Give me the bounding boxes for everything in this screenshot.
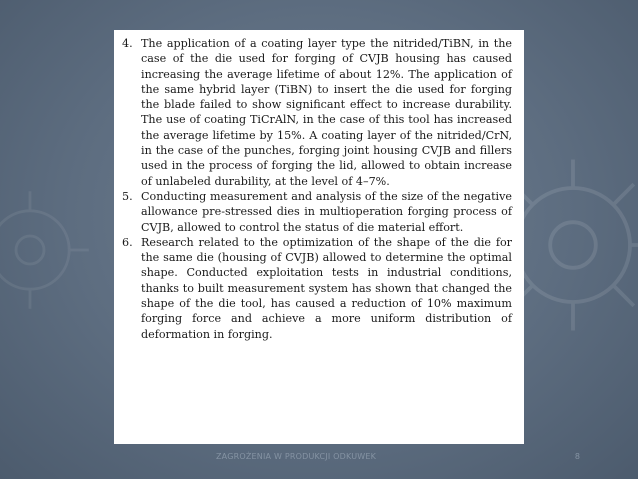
list-item-number: 6. [122,235,133,249]
list-item [122,189,512,235]
list-item-text: Research related to the optimization of the shape of the die for the same die (housing of CVJB) allowed to determine the optimal shape. Conducted exploitation tests in industrial conditions, thanks to built measurement system has shown that changed the shape of the die tool, has caused a reduction of 10% maximum forging force and achieve a more uniform distribution of deformation in forging. [141,235,512,341]
slide-footer: ZAGROŻENIA W PRODUKCJI ODKUWEK [216,452,377,461]
list-item-number: 4. [122,37,133,50]
gear-watermark-left-icon [0,180,100,320]
list-item-text: Conducting measurement and analysis of the size of the negative allowance pre-stressed dies in multioperation forging process of CVJB, allowed to control the status of die material effort. [141,189,512,234]
list-item-number: 5. [122,189,133,203]
list-item [122,36,512,189]
numbered-list [122,36,512,342]
list-item-text: The application of a coating layer type the nitrided/TiBN, in the case of the die used for forging of CVJB housing has caused increasing the average lifetime of about 12%. The application of the same hybrid layer (TiBN) to insert the die used for forging the blade failed to show significant effect to increase durability. The use of coating TiCrAlN, in the case of this tool has increased the average lifetime by 15%. A coating layer of the nitrided/CrN, in the case of the punches, forging joint housing CVJB and fillers used in the process of forging the lid, allowed to obtain increase of unlabeled durability, at the level of 4–7%. [141,37,512,188]
page-number: 8 [574,452,580,461]
list-item [122,235,512,342]
content-box [114,30,524,444]
